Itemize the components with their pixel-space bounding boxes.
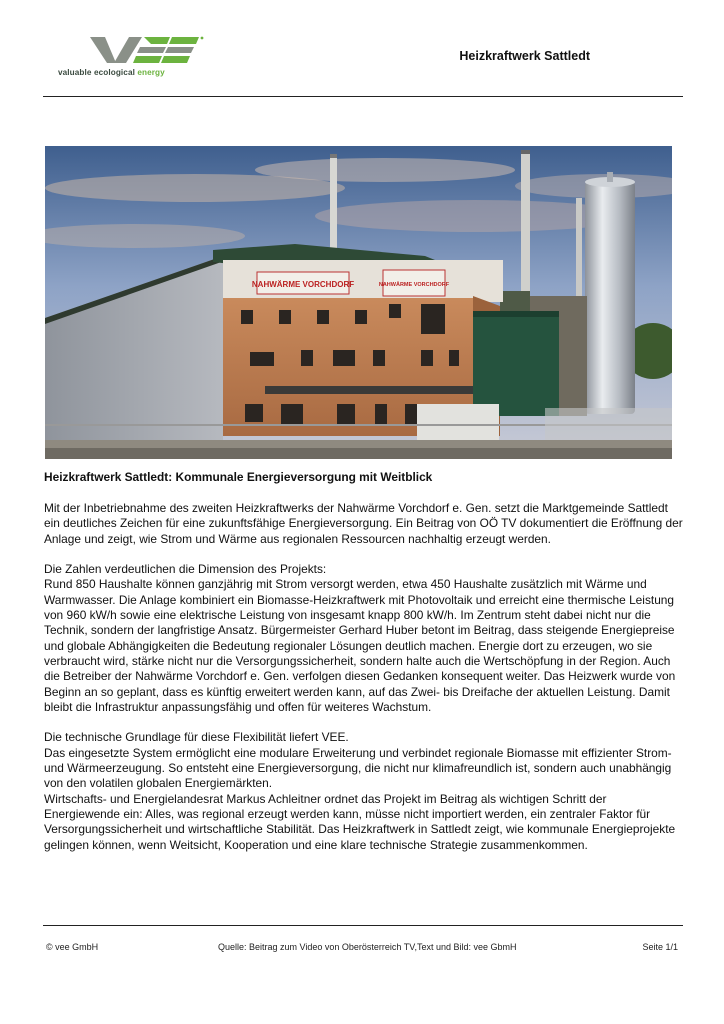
article-paragraph: Die Zahlen verdeutlichen die Dimension des Projekts: (44, 562, 327, 577)
vee-logo (56, 34, 216, 82)
footer-page-number: Seite 1/1 (642, 942, 678, 952)
logo-tagline: valuable ecological energy (58, 68, 165, 77)
footer-source: Quelle: Beitrag zum Video von Oberösterreich TV,Text und Bild: vee GbmH (218, 942, 517, 952)
article-paragraph: Die technische Grundlage für diese Flexibilität liefert VEE. (44, 730, 349, 745)
vee-logo-mark (56, 34, 206, 66)
header-divider (43, 96, 683, 97)
article-paragraph: Wirtschafts- und Energielandesrat Markus Achleitner ordnet das Projekt im Beitrag als wichtigen Schritt der Energiewende ein: Alles, was regional erzeugt werden kann, müsse nicht importiert werden, ein zentraler Faktor für Versorgungssicherheit und wirtschaftliche Stabilität. Das Heizkraftwerk in Sattledt zeigt, wie kommunale Energieprojekte gelingen können, wenn Weitsicht, Kooperation und eine klare technische Strategie zusammenkommen. (44, 791, 676, 852)
footer-divider (43, 925, 683, 926)
article-paragraph: Rund 850 Haushalte können ganzjährig mit Strom versorgt werden, etwa 450 Haushalte zusätzlich mit Wärme und Warmwasser. Die Anlage kombiniert ein Biomasse-Heizkraftwerk mit Photovoltaik und erreicht eine thermische Leistung von 960 kW/h sowie eine elektrische Leistung von insgesamt knapp 800 kW/h. Im Zentrum steht dabei nicht nur die Technik, sondern der langfristige Ansatz. Bürgermeister Gerhard Huber betont im Beitrag, dass steigende Energiepreise und globale Abhängigkeiten die Bedeutung regionaler Lösungen deutlich machen. Energie dort zu erzeugen, wo sie verbraucht wird, stärke nicht nur die Versorgungssicherheit, sondern halte auch die Wertschöpfung in der Region. Auch die Betreiber der Nahwärme Vorchdorf e. Gen. verfolgen diesen Gedanken konsequent weiter. Das Heizwerk wurde von Beginn an so geplant, dass es künftig erweitert werden kann, auf das Zwei- bis Dreifache der aktuellen Leistung. Damit bleibt die Infrastruktur anpassungsfähig und offen für weiteres Wachstum. (44, 577, 676, 714)
heating-plant-photo (45, 146, 672, 459)
article-paragraph: Mit der Inbetriebnahme des zweiten Heizkraftwerks der Nahwärme Vorchdorf e. Gen. setzt die Marktgemeinde Sattledt ein deutliches Zeichen für eine zukunftsfähige Energieversorgung. Ein Beitrag von OÖ TV dokumentiert die Eröffnung der Anlage und zeigt, wie Strom und Wärme aus regionalen Ressourcen nachhaltig erzeugt werden. (44, 501, 683, 546)
plant-sign-left: NAHWÄRME VORCHDORF (251, 280, 355, 289)
plant-sign-right: NAHWÄRME VORCHDORF (378, 282, 450, 288)
article-headline: Heizkraftwerk Sattledt: Kommunale Energieversorgung mit Weitblick (44, 470, 433, 484)
footer-copyright: © vee GmbH (46, 942, 99, 952)
page-header-title: Heizkraftwerk Sattledt (459, 49, 590, 63)
article-paragraph: Das eingesetzte System ermöglicht eine modulare Erweiterung und verbindet regionale Biomasse mit effizienter Strom- und Wärmeerzeugung. So entsteht eine Energieversorgung, die nicht nur klimafreundlich ist, sondern auch unabhängig von den volatilen globalen Energiemärkten. (44, 745, 672, 791)
article-body (44, 501, 684, 853)
